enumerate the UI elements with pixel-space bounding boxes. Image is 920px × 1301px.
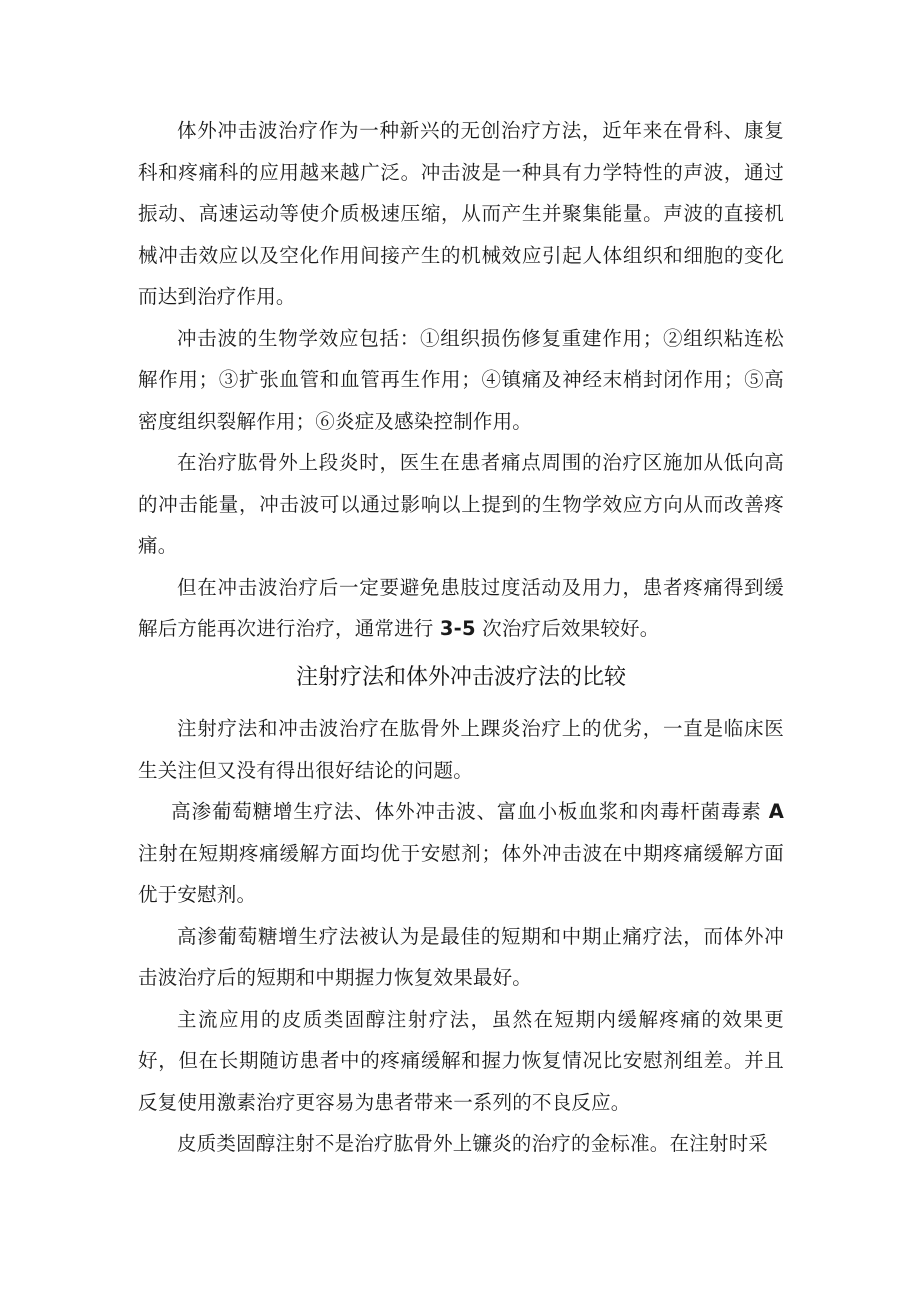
paragraph-biological-effects: 冲击波的生物学效应包括：①组织损伤修复重建作用；②组织粘连松解作用；③扩张血管和血管再生作用；④镇痛及神经末梢封闭作用；⑤高密度组织裂解作用；⑥炎症及感染控制作用。	[138, 326, 784, 433]
paragraph-best-therapy: 高渗葡萄糖增生疗法被认为是最佳的短期和中期止痛疗法，而体外冲击波治疗后的短期和中期握力恢复效果最好。	[138, 924, 784, 989]
paragraph-gold-standard: 皮质类固醇注射不是治疗肱骨外上镰炎的治疗的金标准。在注射时采	[177, 1132, 769, 1155]
paragraph-comparison-intro: 注射疗法和冲击波治疗在肱骨外上踝炎治疗上的优劣，一直是临床医生关注但又没有得出很好结论的问题。	[138, 717, 784, 782]
section-heading: 注射疗法和体外冲击波疗法的比较	[295, 665, 626, 690]
para6-toxin-type: A	[768, 800, 784, 823]
para4-text-before: 但在冲击波治疗后一定要避免患肢过度活动及用力，患者疼痛得到缓解后方能再次进行治疗，通常进行	[138, 575, 784, 640]
document-body-top	[138, 110, 784, 650]
paragraph-short-term-relief	[138, 791, 784, 916]
paragraph-shockwave-intro: 体外冲击波治疗作为一种新兴的无创治疗方法，近年来在骨科、康复科和疼痛科的应用越来越广泛。冲击波是一种具有力学特性的声波，通过振动、高速运动等使介质极速压缩，从而产生并聚集能量。声波的直接机械冲击效应以及空化作用间接产生的机械效应引起人体组织和细胞的变化而达到治疗作用。	[138, 119, 784, 308]
paragraph-corticosteroid: 主流应用的皮质类固醇注射疗法，虽然在短期内缓解疼痛的效果更好，但在长期随访患者中的疼痛缓解和握力恢复情况比安慰剂组差。并且反复使用激素治疗更容易为患者带来一系列的不良反应。	[138, 1007, 784, 1114]
document-body-bottom	[138, 708, 784, 1165]
para4-text-after: 次治疗后效果较好。	[475, 617, 660, 640]
paragraph-post-treatment	[138, 567, 784, 650]
para6-text-after: 注射在短期疼痛缓解方面均优于安慰剂；体外冲击波在中期疼痛缓解方面优于安慰剂。	[138, 841, 784, 906]
para6-text-before: 高渗葡萄糖增生疗法、体外冲击波、富血小板血浆和肉毒杆菌毒素	[171, 800, 769, 823]
paragraph-treatment-procedure: 在治疗肱骨外上段炎时，医生在患者痛点周围的治疗区施加从低向高的冲击能量，冲击波可以通过影响以上提到的生物学效应方向从而改善疼痛。	[138, 451, 784, 557]
para4-session-count: 3-5	[439, 617, 476, 640]
